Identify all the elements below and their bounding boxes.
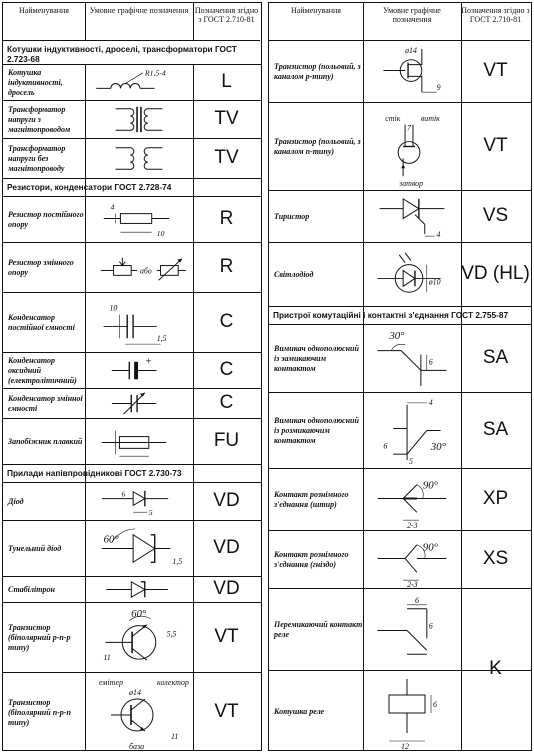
- symbol-variable-resistor: [85, 243, 193, 292]
- table-row: [3, 673, 261, 752]
- table-row: [269, 103, 531, 191]
- symbol-transformer-core: [85, 101, 193, 138]
- header-name: Найменування: [3, 3, 85, 41]
- svg-text:6: 6: [121, 489, 126, 499]
- svg-text:4: 4: [110, 202, 115, 212]
- svg-text:11: 11: [103, 653, 111, 663]
- header-symbol: Умовне графічне позначення: [85, 3, 193, 41]
- row-name: Резистор змінного опору: [8, 257, 74, 277]
- svg-text:10: 10: [156, 229, 165, 239]
- row-name: Конденсатор змінної ємності: [8, 393, 83, 413]
- row-name: Транзистор (біполярний p-n-p типу): [8, 622, 71, 652]
- symbol-transformer: [85, 139, 193, 178]
- row-name: Котушка індуктивності, дросель: [8, 67, 63, 97]
- svg-text:11: 11: [171, 732, 179, 741]
- symbol-led: [363, 243, 461, 306]
- table-row: [3, 353, 261, 389]
- row-code: R: [219, 208, 234, 230]
- table-row: [3, 389, 261, 419]
- table-row: [3, 419, 261, 465]
- svg-text:6: 6: [414, 595, 419, 605]
- svg-text:7: 7: [407, 123, 412, 133]
- row-code: TV: [214, 108, 239, 130]
- symbol-fet-p: [363, 41, 461, 102]
- svg-text:6: 6: [433, 700, 437, 709]
- row-name: Перемикаючий контакт реле: [274, 619, 363, 639]
- row-name: Резистор постійного опору: [8, 209, 84, 229]
- row-code: VT: [214, 626, 239, 648]
- svg-text:9: 9: [436, 83, 441, 93]
- table-row: [3, 521, 261, 577]
- svg-text:або: або: [139, 266, 152, 276]
- symbol-zener-diode: [85, 577, 193, 602]
- svg-text:витік: витік: [420, 113, 440, 123]
- svg-text:4: 4: [436, 230, 441, 240]
- table-row: [269, 243, 531, 307]
- symbol-thyristor: [363, 191, 461, 242]
- row-name: Конденсатор постійної ємності: [8, 312, 75, 332]
- symbol-relay-contact: [363, 589, 461, 670]
- header-symbol: Умовне графічне позначення: [363, 3, 461, 41]
- symbol-pnp-transistor: [85, 603, 193, 672]
- symbol-resistor: [85, 197, 193, 242]
- row-code: VT: [483, 135, 508, 157]
- symbol-capacitor: [85, 293, 193, 352]
- table-row: [269, 325, 531, 393]
- row-name: Контакт рознімного з'єднання (штир): [274, 489, 349, 509]
- svg-text:база: база: [129, 742, 145, 751]
- symbol-diode: [85, 483, 193, 520]
- svg-text:90°: 90°: [422, 479, 438, 492]
- row-code: L: [221, 71, 232, 93]
- svg-text:1,5: 1,5: [172, 557, 183, 567]
- section-title: Прилади напівпровідникові ГОСТ 2.730-73: [3, 465, 261, 483]
- table-row: [3, 197, 261, 243]
- symbol-electrolytic-capacitor: [85, 353, 193, 388]
- svg-text:5,5: 5,5: [166, 629, 177, 639]
- row-code: SA: [482, 419, 509, 441]
- svg-text:6: 6: [383, 441, 388, 451]
- table-row: [269, 469, 531, 531]
- row-code: C: [219, 392, 234, 414]
- table-row: [269, 531, 531, 589]
- row-name: Тиристор: [274, 211, 310, 221]
- table-row: [3, 293, 261, 353]
- row-code: VS: [482, 205, 509, 227]
- section-title: Резистори, конденсатори ГОСТ 2.728-74: [3, 179, 261, 197]
- row-code: K: [489, 658, 502, 680]
- row-code: SA: [482, 347, 509, 369]
- row-name: Тунельний діод: [8, 543, 62, 553]
- symbol-npn-transistor: [85, 673, 193, 752]
- row-code: XS: [482, 548, 509, 570]
- svg-text:ø14: ø14: [129, 688, 141, 697]
- svg-text:6: 6: [428, 357, 433, 367]
- svg-text:1,5: 1,5: [156, 334, 167, 344]
- row-name: Діод: [8, 496, 24, 506]
- symbol-variable-capacitor: [85, 389, 193, 418]
- svg-text:2-3: 2-3: [407, 580, 418, 588]
- row-name: Конденсатор оксидний (електролітичний): [8, 355, 77, 385]
- table-row: [3, 483, 261, 521]
- svg-text:стік: стік: [385, 113, 401, 123]
- table-row: [269, 41, 531, 103]
- row-name: Вимикач однополюсний із розмикаючим контактом: [274, 415, 359, 445]
- row-code: VT: [214, 701, 239, 723]
- svg-text:60°: 60°: [131, 607, 147, 620]
- svg-text:4: 4: [428, 397, 433, 407]
- symbol-inductor: [85, 65, 193, 100]
- row-code: R: [219, 256, 234, 278]
- section-title: Пристрої комутаційні і контактні з'єднання ГОСТ 2.755-87: [269, 307, 531, 325]
- symbol-plug: [363, 469, 461, 530]
- row-code: XP: [482, 488, 509, 510]
- symbol-fet-n: [363, 103, 461, 190]
- row-name: Контакт рознімного з'єднання (гніздо): [274, 549, 349, 569]
- symbol-fuse: [85, 419, 193, 464]
- header-code: Позначення згідно з ГОСТ 2.710-81: [461, 3, 530, 41]
- svg-text:ø14: ø14: [405, 45, 417, 55]
- table-row: [3, 101, 261, 139]
- table-row: [269, 191, 531, 243]
- row-code: VD: [213, 490, 240, 512]
- table-row: [3, 603, 261, 673]
- svg-text:5: 5: [148, 508, 153, 518]
- svg-text:90°: 90°: [422, 541, 438, 554]
- row-name: Транзистор (польовий, з каналом p-типу): [274, 61, 361, 81]
- svg-text:30°: 30°: [430, 441, 446, 454]
- svg-text:колектор: колектор: [157, 678, 189, 687]
- row-code: VD: [213, 578, 240, 600]
- row-name: Стабілітрон: [8, 584, 55, 594]
- table-row: [3, 65, 261, 101]
- table-row: [3, 139, 261, 179]
- row-code: C: [219, 359, 234, 381]
- svg-text:5: 5: [409, 457, 413, 467]
- svg-text:2-3: 2-3: [407, 521, 418, 530]
- symbol-relay-coil: [363, 671, 461, 752]
- svg-text:12: 12: [401, 742, 409, 751]
- row-name: Світлодіод: [274, 269, 314, 279]
- svg-text:6: 6: [428, 621, 433, 631]
- left-table: [2, 2, 262, 751]
- row-code: VD (HL): [461, 263, 530, 285]
- symbol-switch-break: [363, 393, 461, 468]
- svg-text:ø10: ø10: [428, 277, 441, 287]
- header-code: Позначення згідно з ГОСТ 2.710-81: [193, 3, 260, 41]
- header-name: Найменування: [269, 3, 363, 41]
- row-code: FU: [213, 430, 240, 452]
- svg-text:60°: 60°: [103, 533, 119, 546]
- table-row: [3, 577, 261, 603]
- row-name: Трансформатор напруги без магнітопроводу: [8, 143, 66, 173]
- row-name: Трансформатор напруги з магнітопроводом: [8, 104, 71, 134]
- svg-text:+: +: [144, 355, 153, 368]
- symbol-socket: [363, 531, 461, 588]
- table-row: [3, 243, 261, 293]
- section-title: Котушки індуктивності, дроселі, трансформатори ГОСТ 2.723-68: [3, 41, 261, 65]
- row-code: VD: [213, 537, 240, 559]
- row-name: Транзистор (біполярний n-p-n типу): [8, 697, 71, 727]
- svg-text:R1,5-4: R1,5-4: [144, 68, 166, 78]
- svg-text:емітер: емітер: [99, 678, 124, 687]
- symbol-switch-make: [363, 325, 461, 392]
- symbol-tunnel-diode: [85, 521, 193, 576]
- row-code: VT: [483, 60, 508, 82]
- svg-text:30°: 30°: [389, 329, 405, 342]
- row-code: TV: [214, 147, 239, 169]
- row-name: Запобіжник плавкий: [8, 436, 83, 446]
- row-code: C: [219, 311, 234, 333]
- row-name: Котушка реле: [274, 706, 325, 716]
- row-name: Транзистор (польовий, з каналом n-типу): [274, 136, 361, 156]
- right-table: [268, 2, 532, 751]
- row-name: Вимикач однополюсний із замикаючим контактом: [274, 343, 359, 373]
- svg-text:10: 10: [109, 303, 118, 313]
- svg-text:затвор: затвор: [399, 179, 424, 189]
- table-row: [269, 393, 531, 469]
